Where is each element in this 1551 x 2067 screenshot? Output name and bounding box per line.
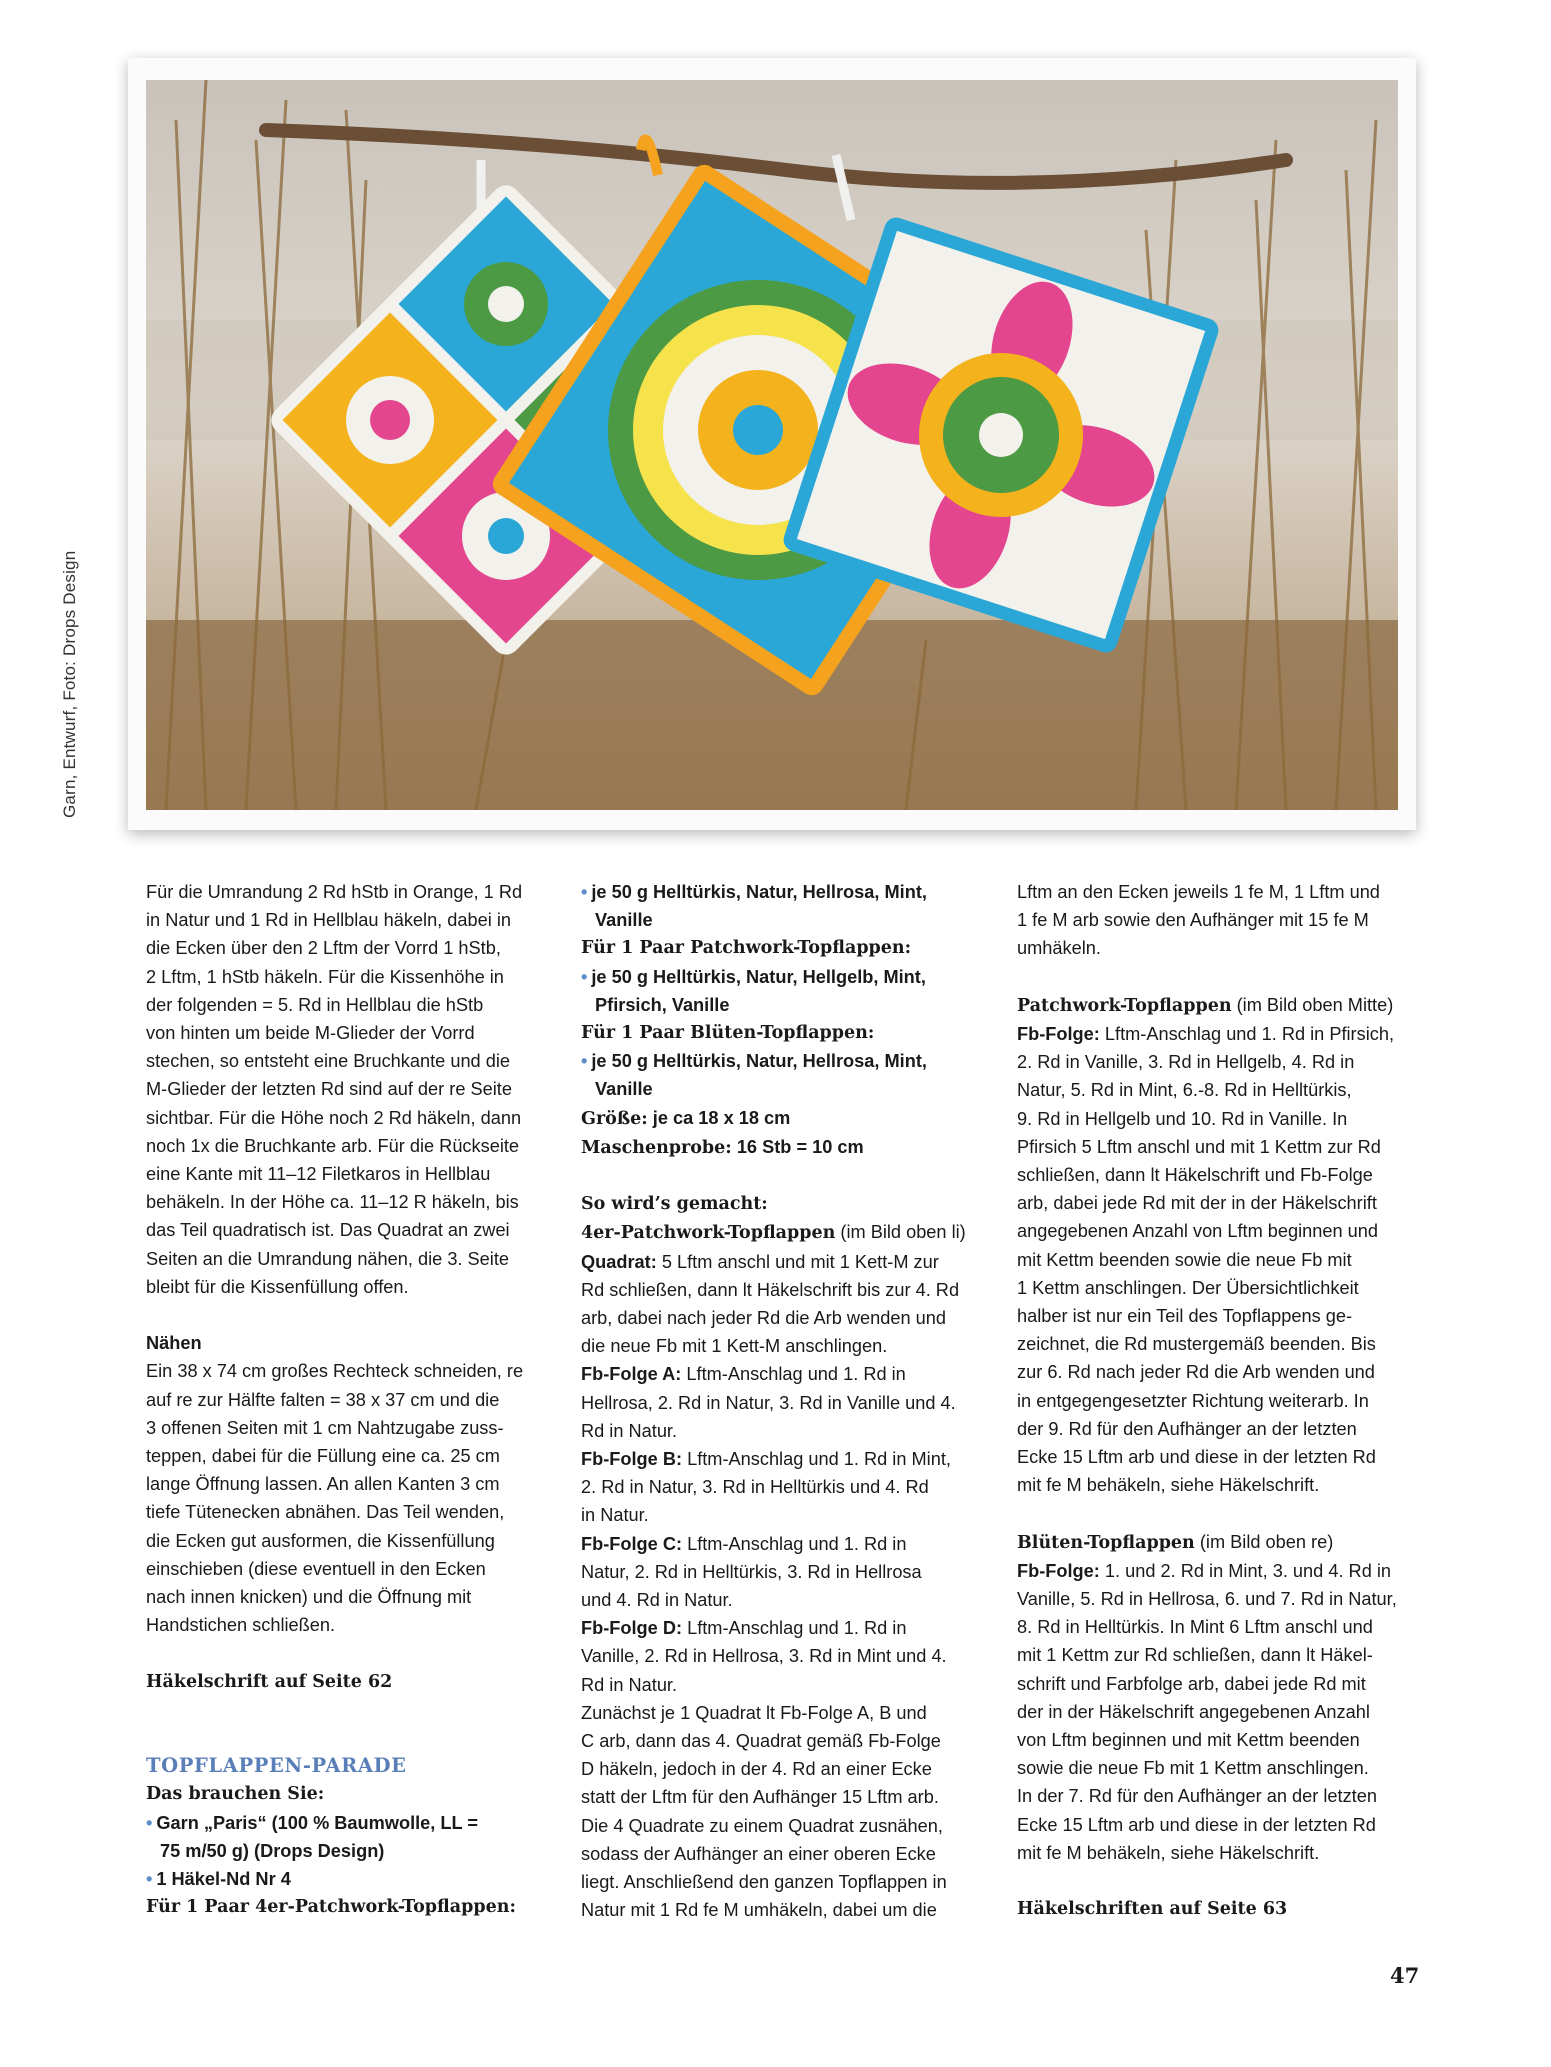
column-left xyxy=(146,878,554,1921)
pair-heading: Für 1 Paar 4er-Patchwork-Topflappen: xyxy=(146,1897,516,1918)
photo-frame xyxy=(128,58,1416,830)
size-line: Größe: je ca 18 x 18 cm xyxy=(581,1107,791,1129)
column-middle xyxy=(581,878,986,1925)
charts-reference: Häkelschriften auf Seite 63 xyxy=(1017,1899,1288,1920)
gauge-line: Maschenprobe: 16 Stb = 10 cm xyxy=(581,1136,864,1158)
pair-heading: Für 1 Paar Blüten-Topflappen: xyxy=(581,1023,875,1044)
material-item: • je 50 g Helltürkis, Natur, Hellrosa, Mint, Vanille xyxy=(581,882,927,931)
assembly-instructions: Zunächst je 1 Quadrat lt Fb-Folge A, B und C arb, dann das 4. Quadrat gemäß Fb-Folge D häkeln, jedoch in der 4. Rd an einer Ecke statt der Lftm für den Aufhänger 15 Lftm arb. Die 4 Quadrate zu einem Quadrat zusnähen, sodass der Aufhänger an einer oberen Ecke liegt. Anschließend den ganzen Topflappen in Natur mit 1 Rd fe M umhäkeln, dabei um die xyxy=(581,1702,947,1921)
flower-heading: Blüten-Topflappen (im Bild oben re) xyxy=(1017,1531,1334,1553)
assembly-continued: Lftm an den Ecken jeweils 1 fe M, 1 Lftm und 1 fe M arb sowie den Aufhänger mit 15 fe M umhäkeln. xyxy=(1017,882,1380,959)
color-sequence-a: Fb-Folge A: Lftm-Anschlag und 1. Rd in Hellrosa, 2. Rd in Natur, 3. Rd in Vanille und 4. Rd in Natur. xyxy=(581,1364,956,1441)
material-item: • 1 Häkel-Nd Nr 4 xyxy=(146,1869,291,1890)
border-instructions: Für die Umrandung 2 Rd hStb in Orange, 1 Rd in Natur und 1 Rd in Hellblau häkeln, dabei in die Ecken über den 2 Lftm der Vorrd 1 hStb, 2 Lftm, 1 hStb häkeln. Für die Kissenhöhe in der folgenden = 5. Rd in Hellblau die hStb von hinten um beide M-Glieder der Vorrd stechen, so entsteht eine Bruchkante und die M-Glieder der letzten Rd sind auf der re Seite sichtbar. Für die Höhe noch 2 Rd häkeln, dann noch 1x die Bruchkante arb. Für die Rückseite eine Kante mit 11–12 Filetkaros in Hellblau behäkeln. In der Höhe ca. 11–12 R häkeln, bis das Teil quadratisch ist. Das Quadrat an zwei Seiten an die Umrandung nähen, die 3. Seite bleibt für die Kissenfüllung offen. xyxy=(146,882,523,1297)
patchwork-instructions: Fb-Folge: Lftm-Anschlag und 1. Rd in Pfirsich, 2. Rd in Vanille, 3. Rd in Hellgelb, 4. Rd in Natur, 5. Rd in Mint, 6.-8. Rd in Helltürkis, 9. Rd in Hellgelb und 10. Rd in Vanille. In Pfirsich 5 Lftm anschl und mit 1 Kettm zur Rd schließen, dann lt Häkelschrift und Fb-Folge arb, dabei jede Rd mit der in der Häkelschrift angegebenen Anzahl von Lftm beginnen und mit Kettm beenden sowie die neue Fb mit 1 Kettm anschlingen. Der Übersichtlichkeit halber ist nur ein Teil des Topflappens ge- zeichnet, die Rd mustergemäß beenden. Bis zur 6. Rd nach jeder Rd die Arb wenden und in entgegengesetzter Richtung weiterarb. In der 9. Rd für den Aufhänger an der letzten Ecke 15 Lftm arb und diese in der letzten Rd mit fe M behäkeln, siehe Häkelschrift. xyxy=(1017,1024,1395,1496)
material-item: • Garn „Paris“ (100 % Baumwolle, LL = 75 m/50 g) (Drops Design) xyxy=(146,1812,478,1861)
potholder-photo xyxy=(146,80,1398,810)
color-sequence-d: Fb-Folge D: Lftm-Anschlag und 1. Rd in Vanille, 2. Rd in Hellrosa, 3. Rd in Mint und 4. Rd in Natur. xyxy=(581,1618,947,1695)
how-heading: So wird’s gemacht: xyxy=(581,1194,768,1215)
material-item: • je 50 g Helltürkis, Natur, Hellgelb, Mint, Pfirsich, Vanille xyxy=(581,966,926,1015)
flower-instructions: Fb-Folge: 1. und 2. Rd in Mint, 3. und 4. Rd in Vanille, 5. Rd in Hellrosa, 6. und 7. Rd in Natur, 8. Rd in Helltürkis. In Mint 6 Lftm anschl und mit 1 Kettm zur Rd schließen, dann lt Häkel- schrift und Farbfolge arb, dabei jede Rd mit der in der Häkelschrift angegebenen Anzahl von Lftm beginnen und mit Kettm beenden sowie die neue Fb mit 1 Kettm anschlingen. In der 7. Rd für den Aufhänger an der letzten Ecke 15 Lftm arb und diese in der letzten Rd mit fe M behäkeln, siehe Häkelschrift. xyxy=(1017,1560,1397,1863)
naehen-instructions: Ein 38 x 74 cm großes Rechteck schneiden, re auf re zur Hälfte falten = 38 x 37 cm und die 3 offenen Seiten mit 1 cm Nahtzugabe zuss- teppen, dabei für die Füllung eine ca. 25 cm lange Öffnung lassen. An allen Kanten 3 cm tiefe Tütenecken abnähen. Das Teil wenden, die Ecken gut ausformen, die Kissenfüllung einschieben (diese eventuell in den Ecken nach innen knicken) und die Öffnung mit Handstichen schließen. xyxy=(146,1361,524,1636)
pair-heading: Für 1 Paar Patchwork-Topflappen: xyxy=(581,938,912,959)
quadrat-instructions: Quadrat: 5 Lftm anschl und mit 1 Kett-M zur Rd schließen, dann lt Häkelschrift bis zur 4. Rd arb, dabei nach jeder Rd die Arb wenden und die neue Fb mit 1 Kett-M anschlingen. xyxy=(581,1251,960,1357)
color-sequence-c: Fb-Folge C: Lftm-Anschlag und 1. Rd in Natur, 2. Rd in Helltürkis, 3. Rd in Hellrosa und 4. Rd in Natur. xyxy=(581,1533,922,1611)
column-right xyxy=(1017,878,1427,1923)
material-item: • je 50 g Helltürkis, Natur, Hellrosa, Mint, Vanille xyxy=(581,1051,927,1100)
naehen-heading: Nähen xyxy=(146,1333,202,1354)
page-number: 47 xyxy=(1390,1963,1420,1988)
photo-credit: Garn, Entwurf, Foto: Drops Design xyxy=(60,550,79,818)
materials-heading: Das brauchen Sie: xyxy=(146,1784,325,1805)
chart-reference: Häkelschrift auf Seite 62 xyxy=(146,1671,393,1692)
color-sequence-b: Fb-Folge B: Lftm-Anschlag und 1. Rd in Mint, 2. Rd in Natur, 3. Rd in Helltürkis und 4. Rd in Natur. xyxy=(581,1449,951,1526)
patchwork4-heading: 4er-Patchwork-Topflappen (im Bild oben li) xyxy=(581,1222,966,1244)
section-title: TOPFLAPPEN-PARADE xyxy=(146,1754,407,1778)
patchwork-heading: Patchwork-Topflappen (im Bild oben Mitte) xyxy=(1017,994,1394,1016)
